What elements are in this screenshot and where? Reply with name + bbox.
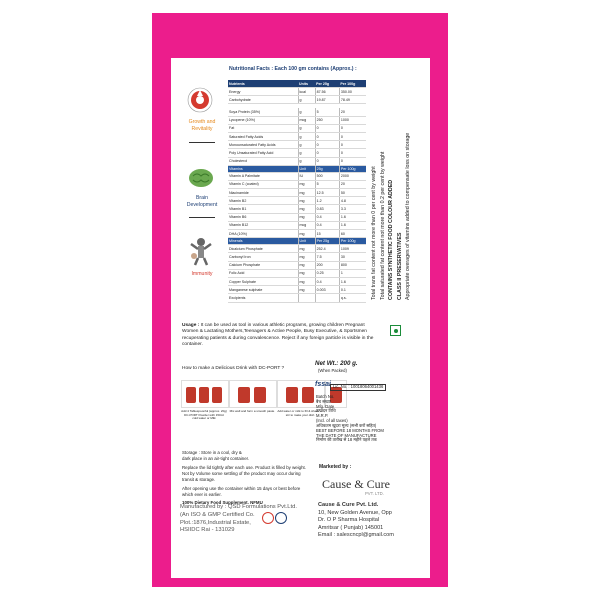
nutrient-unit: mg: [298, 213, 315, 221]
nutrient-value: 0: [339, 132, 366, 140]
usage-body: It can be used as tool in various athletic programs, growing children Pregnant Women & Lactating Mothers,Teenagers & Active People, Busy Executive, & Sportsmen recuperating patients & during convalescence. Reject if any foreign particle is visible in the container.: [182, 323, 374, 347]
nutrient-value: 0.1: [339, 286, 366, 294]
nutrient-value: 4.8: [339, 197, 366, 205]
nutrient-unit: g: [298, 108, 315, 116]
nutrient-value: 0.003: [315, 286, 339, 294]
marketer-address: [318, 502, 394, 540]
table-row: [228, 141, 366, 149]
nutrient-value: 0.4: [315, 277, 339, 285]
nutrient-unit: g: [298, 124, 315, 132]
nutrient-unit: mg: [298, 277, 315, 285]
nutrient-name: Calcium Phosphate: [228, 261, 298, 269]
step-image: [181, 380, 229, 408]
address-line: Dr. O P Sharma Hospital: [318, 517, 380, 524]
table-row: [228, 261, 366, 269]
nutrient-name: Manganese sulphate: [228, 286, 298, 294]
nutrient-name: Energy: [228, 88, 298, 96]
divider: [189, 217, 215, 218]
nutrient-value: 5: [315, 180, 339, 188]
nutrient-value: 0: [315, 124, 339, 132]
brain-icon: [187, 166, 215, 190]
nutrient-value: Per 100g: [339, 165, 366, 172]
side-note: CONTAINS SYNTHETIC FOOD COLOUR ADDED: [388, 179, 395, 300]
nutrient-unit: mg: [298, 286, 315, 294]
veg-mark-icon: [390, 325, 401, 336]
best-before: BEST BEFORE 18 MONTHS FROM: [316, 427, 384, 433]
nutrient-value: 0: [315, 141, 339, 149]
storage-line: Storage : Store in a cool, dry &: [182, 450, 242, 455]
nutrient-name: Carbohydrate: [228, 96, 298, 104]
nutrient-value: 0: [339, 141, 366, 149]
step-image: [229, 380, 277, 408]
nutrient-value: 1.2: [315, 197, 339, 205]
nutrient-value: 1.6: [339, 213, 366, 221]
step-caption: Add water or milk to fill & shake or stir to make your dish: [277, 409, 323, 417]
table-row: [228, 253, 366, 261]
nutrient-value: 0: [315, 149, 339, 157]
nutrient-value: 0.4: [315, 213, 339, 221]
net-weight: Net Wt.: 200 g.: [315, 360, 358, 367]
header-cell: Nutrients: [228, 80, 298, 88]
nutrient-name: Vitamins: [228, 165, 298, 172]
step-caption: Add 4 Tablespoonful (approx. 20g) DC-PORT Powder with 150ml cold water or Milk: [181, 409, 227, 421]
nutrient-name: Vitamin B12: [228, 221, 298, 229]
nutrient-unit: g: [298, 96, 315, 104]
manufacturer-line: Plot.:1876,Industrial Estate,: [180, 519, 251, 526]
nutrient-value: 0.4: [315, 221, 339, 229]
nutrient-value: 250: [315, 116, 339, 124]
header-cell: Per 100g: [339, 80, 366, 88]
nutrient-unit: mg: [298, 197, 315, 205]
immunity-icon: [187, 236, 215, 266]
side-note: Total saturated fat content not more than 0.2 per cent by weight: [379, 151, 386, 300]
nutrient-name: Poly Unsaturated Fatty Acid: [228, 149, 298, 157]
marketed-label: Marketed by :: [319, 464, 352, 470]
nutrient-unit: mg: [298, 245, 315, 253]
gmp-seal-icon: [275, 512, 287, 524]
header-cell: Units: [298, 80, 315, 88]
nutrient-value: 0.25: [315, 269, 339, 277]
nutrient-name: Folic Acid: [228, 269, 298, 277]
nutrient-value: 78.49: [339, 96, 366, 104]
storage-line: After opening use the container within 15 days or best before which ever is earlier.: [182, 485, 301, 497]
nutrient-unit: Unit: [298, 238, 315, 245]
brand-logo-sub: PVT. LTD.: [365, 491, 384, 496]
address-line: 10, New Golden Avenue, Opp: [318, 509, 392, 516]
nutrient-value: 1: [339, 269, 366, 277]
nutrient-unit: Unit: [298, 165, 315, 172]
nutrient-value: 252.4: [315, 245, 339, 253]
address-line: Amritsar ( Punjab) 145001: [318, 524, 384, 531]
nutrient-name: Fat: [228, 124, 298, 132]
nutrient-value: 1000: [339, 116, 366, 124]
marketer-name: Cause & Cure Pvt. Ltd.: [318, 502, 379, 508]
batch-label-hindi: बैच संख्या: [316, 398, 332, 404]
mrp-label-hindi: अधिकतम खुदरा मूल्य (सभी करों सहित): [316, 422, 377, 428]
best-before-2: THE DATE OF MANUFACTURE: [316, 432, 377, 438]
table-section-header: [228, 165, 366, 172]
mfg-label-hindi: उत्पादन तिथि: [316, 408, 336, 414]
mrp-label: M.R.P.: [316, 413, 329, 419]
table-row: [228, 124, 366, 132]
nutrient-name: DHA (10%): [228, 230, 298, 238]
storage-block: [182, 450, 312, 506]
table-section-header: [228, 238, 366, 245]
nutrient-value: 50: [339, 189, 366, 197]
growth-icon: [186, 86, 214, 114]
nutrient-value: Per 25g: [315, 238, 339, 245]
nutrient-value: 1009: [339, 245, 366, 253]
storage-line: Replace the lid tightly after each use. Product is filled by weight. Not by Volume some settling of the product may occur during transit & storage.: [182, 464, 306, 482]
step-caption: Mix well and form a smooth paste: [229, 409, 275, 413]
nutrient-value: 0: [339, 157, 366, 165]
nutrient-value: 3.3: [339, 205, 366, 213]
table-row: [228, 286, 366, 294]
nutrient-value: 19.87: [315, 96, 339, 104]
nutrient-unit: mg: [298, 261, 315, 269]
fssai-logo: fssai: [315, 381, 331, 388]
nutrient-value: 350.00: [339, 88, 366, 96]
nutrient-value: 25g: [315, 165, 339, 172]
table-row: [228, 116, 366, 124]
fssai-license: Lic. No. : 10018064001436: [330, 384, 386, 391]
nutrient-value: 800: [339, 261, 366, 269]
usage-label: Usage :: [182, 323, 200, 328]
nutrient-name: Vitamin B2: [228, 197, 298, 205]
batch-label: Batch No.: [316, 394, 335, 399]
manufacturer-line: HSIIDC Rai - 131029: [180, 527, 235, 534]
mrp-note: (Incl. of all taxes): [316, 418, 348, 424]
nutrient-unit: mg: [298, 230, 315, 238]
email: Email : salescncpl@gmail.com: [318, 532, 394, 539]
nutrient-value: [315, 294, 339, 302]
nutrient-unit: g: [298, 149, 315, 157]
table-row: [228, 294, 366, 302]
nutrient-name: Minerals: [228, 238, 298, 245]
nutrient-value: 30: [339, 253, 366, 261]
growth-label: Growth and Revitality: [188, 119, 216, 132]
table-row: [228, 277, 366, 285]
side-note: Appropriate overages of vitamins added to compensate loss on storage: [405, 132, 412, 300]
nutrient-unit: kcal: [298, 88, 315, 96]
table-row: [228, 132, 366, 140]
nutrient-unit: [298, 294, 315, 302]
nutrient-unit: mg: [298, 189, 315, 197]
nutrient-unit: mcg: [298, 221, 315, 229]
manufacturer-block: [180, 504, 310, 535]
nutrient-value: 0: [339, 149, 366, 157]
nutrient-name: Monounsaturated Fatty Acids: [228, 141, 298, 149]
nutrient-value: 1.6: [339, 221, 366, 229]
divider: [189, 142, 215, 143]
nutrient-value: 60: [339, 230, 366, 238]
nutrient-unit: IU: [298, 172, 315, 180]
nutrient-value: 0: [315, 132, 339, 140]
nutrient-name: Vitamin A Palmitate: [228, 172, 298, 180]
nutrient-value: 0: [339, 124, 366, 132]
side-notes: [370, 70, 413, 300]
iso-seal-icon: [262, 512, 274, 524]
nutrient-value: 0.83: [315, 205, 339, 213]
nutrient-name: Lycopene (10%): [228, 116, 298, 124]
storage-line: 100% Dietary Food Supplement. NFMU: [182, 499, 263, 505]
nutrient-unit: mcg: [298, 116, 315, 124]
table-row: [228, 189, 366, 197]
table-row: [228, 221, 366, 229]
table-row: [228, 180, 366, 188]
table-row: [228, 172, 366, 180]
nutrient-name: Cholesterol: [228, 157, 298, 165]
nutrient-unit: g: [298, 157, 315, 165]
immunity-label: Immunity: [191, 271, 213, 277]
table-row: [228, 205, 366, 213]
nutrient-name: Dicalcium Phosphate: [228, 245, 298, 253]
nutrient-value: 200: [315, 261, 339, 269]
nutrient-unit: mg: [298, 205, 315, 213]
nutrient-value: 0: [315, 157, 339, 165]
brain-label: Brain Development: [186, 195, 218, 208]
nutrient-value: 500: [315, 172, 339, 180]
header-cell: Per 25g: [315, 80, 339, 88]
side-note: CLASS II PRESERVATIVES: [396, 232, 403, 300]
table-row: [228, 269, 366, 277]
nutrient-name: Copper Sulphate: [228, 277, 298, 285]
side-note: Total trans fat content not more than 0 per cent by weight: [371, 166, 377, 300]
table-row: [228, 149, 366, 157]
nutrient-name: Excipients: [228, 294, 298, 302]
table-row: [228, 108, 366, 116]
table-header-row: [228, 80, 366, 88]
manufacturer-line: Manufactured by : QSD Formulations Pvt.Ltd.: [180, 504, 297, 510]
nutrient-value: 15: [315, 230, 339, 238]
brand-logo: Cause & Cure: [322, 477, 390, 491]
storage-line: dark place in an air-tight container.: [182, 455, 250, 461]
table-row: [228, 245, 366, 253]
table-row: [228, 88, 366, 96]
manufacturer-line: (An ISO & GMP Certified Co.: [180, 511, 255, 518]
nutrient-name: Saturated Fatty Acids: [228, 132, 298, 140]
nutrition-table: [228, 80, 366, 303]
nutrient-value: 7.5: [315, 253, 339, 261]
fssai-details: [316, 395, 396, 443]
mfg-label: Mfg. Date: [316, 403, 335, 409]
best-before-hindi: निर्माण की तारीख से 18 महीने पहले तक: [316, 437, 377, 443]
nutrient-value: 20: [339, 108, 366, 116]
nutrient-name: Niacinamide: [228, 189, 298, 197]
table-row: [228, 96, 366, 104]
usage-text: [182, 323, 378, 348]
nutrient-unit: mg: [298, 180, 315, 188]
table-row: [228, 157, 366, 165]
nutrient-value: 20: [339, 180, 366, 188]
nutrient-value: q.s.: [339, 294, 366, 302]
nutrient-value: 1.6: [339, 277, 366, 285]
nutrient-value: 12.5: [315, 189, 339, 197]
nutrient-name: Carbonyl Iron: [228, 253, 298, 261]
nutrient-value: Per 100g: [339, 238, 366, 245]
nutrient-unit: mg: [298, 269, 315, 277]
nutrient-unit: g: [298, 141, 315, 149]
nutrient-unit: mg: [298, 253, 315, 261]
table-row: [228, 197, 366, 205]
nutrient-name: Vitamin B1: [228, 205, 298, 213]
nutrient-value: 5: [315, 108, 339, 116]
net-weight-note: (When Packed): [318, 368, 347, 373]
table-row: [228, 230, 366, 238]
nutrient-name: Soya Protein (35%): [228, 108, 298, 116]
nutrient-value: 87.56: [315, 88, 339, 96]
nutrition-title: Nutritional Facts : Each 100 gm contains (Approx.) :: [229, 66, 357, 72]
nutrient-value: 2000: [339, 172, 366, 180]
table-row: [228, 213, 366, 221]
nutrient-name: Vitamin B6: [228, 213, 298, 221]
nutrient-unit: g: [298, 132, 315, 140]
nutrient-name: Vitamin C (coated): [228, 180, 298, 188]
how-to-title: How to make a Delicious Drink with DC-PORT ?: [182, 366, 285, 371]
